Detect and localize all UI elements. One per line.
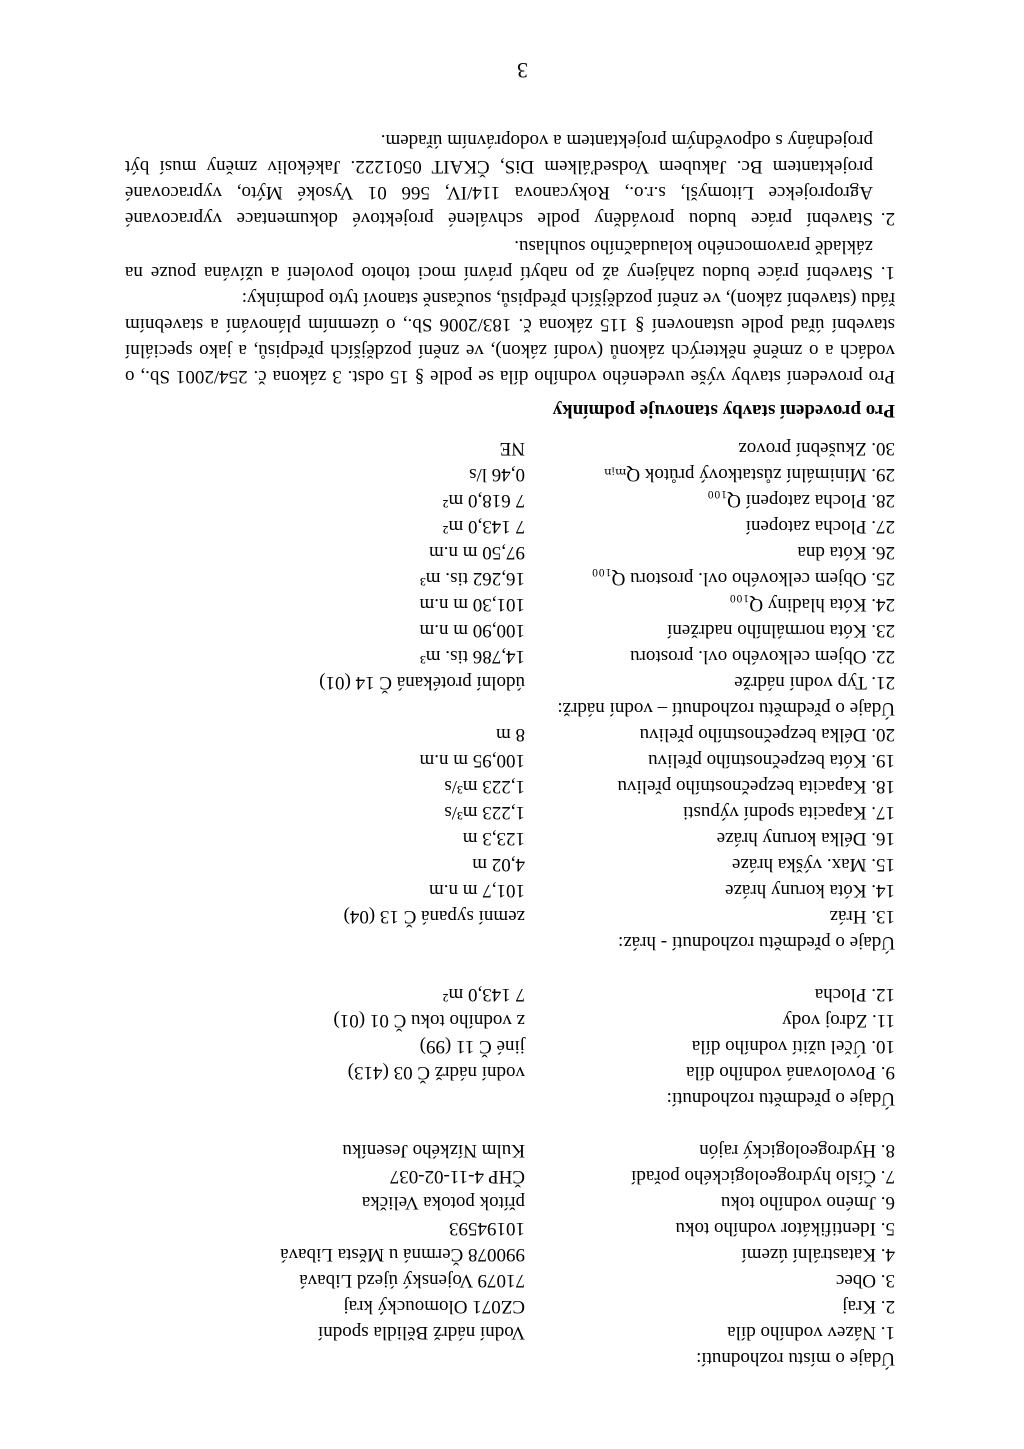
row-label: 23. Kóta normálního nadržení xyxy=(667,620,895,641)
row-label: 26. Kóta dna xyxy=(797,542,895,563)
row-label: 18. Kapacita bezpečnostního přelivu xyxy=(617,776,895,797)
row-value: jiné Č 11 (99) xyxy=(419,1036,525,1057)
data-row xyxy=(125,669,895,695)
row-value: z vodního toku Č 01 (01) xyxy=(333,1010,525,1031)
row-value: 1,223 m³/s xyxy=(444,802,525,823)
section-heading-reservoir: Údaje o předmětu rozhodnutí – vodní nádrž: xyxy=(557,698,895,719)
section-heading-location: Údaje o místu rozhodnutí: xyxy=(696,1348,895,1369)
data-row xyxy=(125,877,895,903)
data-row xyxy=(125,1241,895,1267)
row-value: CZ071 Olomoucký kraj xyxy=(343,1296,525,1317)
row-value: vodní nádrž Č 03 (413) xyxy=(347,1062,525,1083)
row-label: 17. Kapacita spodní výpusti xyxy=(682,802,895,823)
data-row xyxy=(125,1189,895,1215)
row-value: 14,786 tis. m³ xyxy=(420,646,525,667)
data-row xyxy=(125,643,895,669)
row-value: Vodní nádrž Bělidla spodní xyxy=(317,1322,525,1343)
row-label: 10. Účel užití vodního díla xyxy=(691,1036,895,1057)
data-row xyxy=(125,1059,895,1085)
row-label: 2. Kraj xyxy=(842,1296,895,1317)
row-value: 1,223 m³/s xyxy=(444,776,525,797)
row-value: ČHP 4-11-02-037 xyxy=(389,1166,525,1187)
data-row xyxy=(125,513,895,539)
row-label: 9. Povolovaná vodního díla xyxy=(686,1062,895,1083)
data-row xyxy=(125,1319,895,1345)
data-row xyxy=(125,747,895,773)
row-value: 4,02 m xyxy=(472,854,525,875)
row-label: 4. Katastrální území xyxy=(741,1244,895,1265)
condition-number: 2. xyxy=(880,208,895,229)
row-value: Kulm Nízkého Jeseníku xyxy=(342,1140,525,1161)
row-value: 10194593 xyxy=(449,1218,525,1239)
data-row xyxy=(125,591,895,617)
row-label: 30. Zkušební provoz xyxy=(738,438,895,459)
row-label: 5. Identifikátor vodního toku xyxy=(675,1218,895,1239)
row-value: 123,3 m xyxy=(462,828,525,849)
condition-text: Stavební práce budou prováděny podle schválené projektové dokumentace vypracované Agroprojekce Litomyšl, s.r.o., Rokycanova 114/IV, 566 01 Vysoké Mýto, vypracované projektantem Bc. Jakubem Vodseďálkem DiS, ČKAIT 0501222. Jakékoliv změny musí být projednány s odpovědným projektantem a vodoprávním úřadem. xyxy=(125,130,873,229)
row-label: 15. Max. výška hráze xyxy=(731,854,895,875)
data-row xyxy=(125,461,895,487)
data-row xyxy=(125,1267,895,1293)
row-value: 71079 Vojenský újezd Libavá xyxy=(299,1270,525,1291)
row-value: přítok potoka Velička xyxy=(361,1192,525,1213)
row-label: 27. Plocha zatopení xyxy=(745,516,895,537)
row-value: 7 143,0 m² xyxy=(442,984,525,1005)
row-value: 990078 Čermná u Města Libavá xyxy=(280,1244,525,1265)
data-row xyxy=(125,903,895,929)
page-number: 3 xyxy=(517,58,528,83)
data-row xyxy=(125,1033,895,1059)
row-value: 101,7 m n.m xyxy=(428,880,525,901)
row-value: údolní protékaná Č 14 (01) xyxy=(319,672,525,693)
data-row xyxy=(125,1163,895,1189)
data-row xyxy=(125,1137,895,1163)
data-row xyxy=(125,851,895,877)
condition-item xyxy=(125,127,895,231)
data-row xyxy=(125,825,895,851)
row-value: zemní sypaná Č 13 (04) xyxy=(343,906,525,927)
row-label: 25. Objem celkového ovl. prostoru Q₁₀₀ xyxy=(591,568,895,589)
conditions-intro: Pro provedení stavby výše uvedeného vodního díla se podle § 15 odst. 3 zákona č. 254/2001 Sb., o vodách a o změně některých zákonů (vodní zákon), ve znění pozdějších předpisů, a jako speciální stavební úřad podle ustanovení § 115 zákona č. 183/2006 Sb., o územním plánování a stavebním řádu (stavební zákon), ve znění pozdějších předpisů, současně stanoví tyto podmínky: xyxy=(125,288,895,387)
data-row xyxy=(125,1215,895,1241)
row-value: 100,95 m n.m xyxy=(419,750,525,771)
data-row xyxy=(125,617,895,643)
row-value: 101,30 m n.m xyxy=(419,594,525,615)
data-row xyxy=(125,435,895,461)
data-row xyxy=(125,1007,895,1033)
row-label: 13. Hráz xyxy=(829,906,895,927)
data-row xyxy=(125,981,895,1007)
row-label: 11. Zdroj vody xyxy=(782,1010,895,1031)
row-label: 20. Délka bezpečnostního přelivu xyxy=(639,724,895,745)
row-label: 12. Plocha xyxy=(814,984,895,1005)
data-row xyxy=(125,487,895,513)
section-heading-subject: Údaje o předmětu rozhodnutí: xyxy=(666,1088,895,1109)
row-label: 14. Kóta koruny hráze xyxy=(725,880,895,901)
data-row xyxy=(125,539,895,565)
condition-number: 1. xyxy=(880,262,895,283)
row-value: 7 143,0 m² xyxy=(442,516,525,537)
condition-text: Stavební práce budou zahájeny až po nabytí právní moci tohoto povolení a užívána pouze na základě pravomocného kolaudačního souhlasu. xyxy=(125,236,873,283)
data-row xyxy=(125,773,895,799)
data-row xyxy=(125,799,895,825)
row-label: 29. Minimální zůstatkový průtok Qₘᵢₙ xyxy=(603,464,895,485)
row-value: 8 m xyxy=(495,724,525,745)
data-row xyxy=(125,565,895,591)
row-label: 28. Plocha zatopení Q₁₀₀ xyxy=(707,490,895,511)
data-row xyxy=(125,721,895,747)
row-label: 21. Typ vodní nádrže xyxy=(734,672,895,693)
row-value: 7 618,0 m² xyxy=(442,490,525,511)
row-value: 16,262 tis. m³ xyxy=(420,568,525,589)
conditions-heading: Pro provedení stavby stanovuje podmínky xyxy=(552,400,895,421)
row-label: 8. Hydrogeologický rajón xyxy=(699,1140,895,1161)
row-label: 19. Kóta bezpečnostního přelivu xyxy=(648,750,895,771)
row-label: 6. Jméno vodního toku xyxy=(720,1192,895,1213)
data-row xyxy=(125,1293,895,1319)
row-label: 24. Kóta hladiny Q₁₀₀ xyxy=(729,594,895,615)
row-value: 100,90 m n.m xyxy=(419,620,525,641)
condition-item xyxy=(125,233,895,285)
row-value: 0,46 l/s xyxy=(469,464,525,485)
row-label: 22. Objem celkového ovl. prostoru xyxy=(630,646,895,667)
section-heading-dam: Údaje o předmětu rozhodnutí - hráz: xyxy=(618,932,895,953)
row-label: 3. Obec xyxy=(835,1270,895,1291)
row-value: 97,50 m n.m xyxy=(428,542,525,563)
row-label: 1. Název vodního díla xyxy=(727,1322,895,1343)
row-label: 7. Číslo hydrogeologického pořadí xyxy=(631,1166,895,1187)
row-label: 16. Délka koruny hráze xyxy=(716,828,895,849)
row-value: NE xyxy=(499,438,525,459)
